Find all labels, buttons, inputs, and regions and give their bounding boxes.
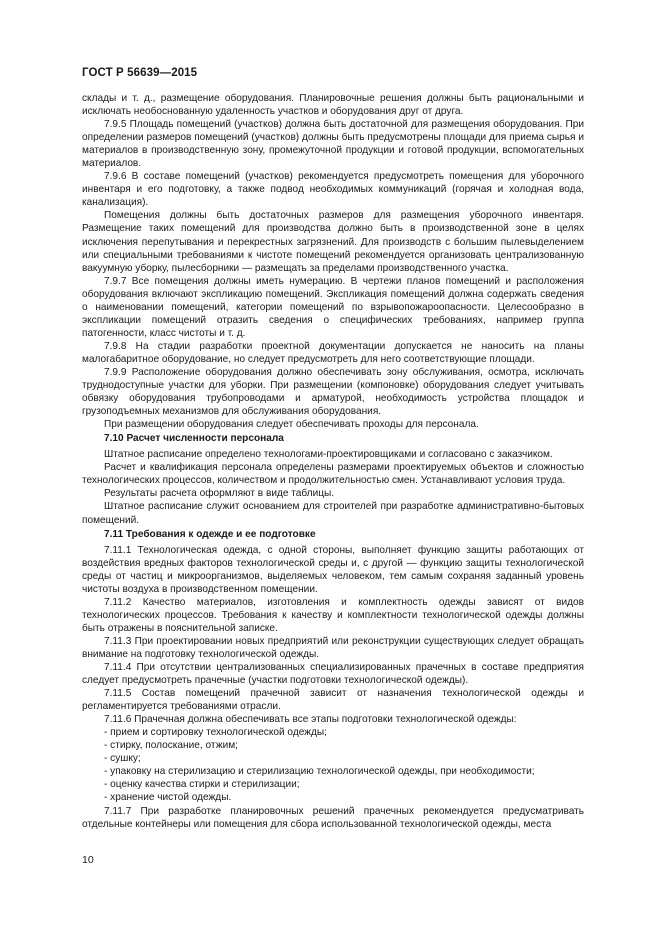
document-body [82, 92, 584, 831]
paragraph-7-11-6: 7.11.6 Прачечная должна обеспечивать все этапы подготовки технологической одежды: [104, 714, 517, 726]
paragraph-7-11-2: 7.11.2 Качество материалов, изготовления и комплектность одежды зависят от видов технологических процессов. Требования к качеству и комплектности технологической одежды должны быть отражены в пояснительной записке. [82, 596, 584, 634]
list-item: - стирку, полоскание, отжим; [104, 740, 238, 752]
list-item: - сушку; [104, 753, 141, 765]
paragraph-7-11-3: 7.11.3 При проектировании новых предприятий или реконструкции существующих следует обращать внимание на подготовку технологической одежды. [82, 635, 584, 660]
paragraph-7-11-5: 7.11.5 Состав помещений прачечной зависит от назначения технологической одежды и регламентируется требованиями отрасли. [82, 688, 584, 713]
paragraph-staff-schedule: Штатное расписание служит основанием для строителей при разработке административно-бытовых помещений. [82, 501, 584, 526]
paragraph-calculation: Расчет и квалификация персонала определены размерами проектируемых объектов и сложностью технологических процессов, количеством и продолжительностью смен. Устанавливают условия труда. [82, 462, 584, 487]
paragraph-7-11-1: 7.11.1 Технологическая одежда, с одной стороны, выполняет функцию защиты работающих от воздействия вредных факторов технологической среды и, с другой — функцию защиты технологической среды от частиц и микроорганизмов, выделяемых человеком, тем самым сохраняя заданный уровень чистоты воздуха в производственном помещении. [82, 544, 584, 595]
paragraph-results: Результаты расчета оформляют в виде таблицы. [104, 488, 335, 500]
paragraph-7-9-9: 7.9.9 Расположение оборудования должно обеспечивать зону обслуживания, осмотра, исключать труднодоступные участки для уборки. При размещении (компоновке) оборудования следует учитывать обвязку оборудования трубопроводами и арматурой, необходимость устройства площадок и грузоподъемных механизмов для обслуживания оборудования. [82, 366, 584, 418]
section-heading-7-10: 7.10 Расчет численности персонала [104, 433, 284, 445]
paragraph-7-11-4: 7.11.4 При отсутствии централизованных специализированных прачечных в составе предприятия следует предусмотреть прачечные (участки подготовки технологической одежды). [82, 662, 584, 687]
paragraph-7-11-7: 7.11.7 При разработке планировочных решений прачечных рекомендуется предусматривать отдельные контейнеры или помещения для сбора использованной технологической одежды, места [82, 805, 584, 830]
document-header: ГОСТ Р 56639—2015 [82, 67, 198, 79]
paragraph-passages: При размещении оборудования следует обеспечивать проходы для персонала. [104, 419, 479, 431]
paragraph-staffing: Штатное расписание определено технологами-проектировщиками и согласовано с заказчиком. [104, 449, 553, 461]
list-item: - упаковку на стерилизацию и стерилизацию технологической одежды, при необходимости; [104, 766, 535, 778]
paragraph-cleaning-rooms: Помещения должны быть достаточных размеров для размещения уборочного инвентаря. Размещение таких помещений для производства должно быть в производственной зоне в целях исключения перепутывания и перекрестных загрязнений. Для производств с большим пылевыделением или специальными требованиями к чистоте помещений рекомендуется организовать централизованную вакуумную уборку, пылесборники — размещать за пределами производственного участка. [82, 210, 584, 274]
paragraph-7-9-8: 7.9.8 На стадии разработки проектной документации допускается не наносить на планы малогабаритное оборудование, но следует предусмотреть для него соответствующие площади. [82, 340, 584, 365]
list-item: - хранение чистой одежды. [104, 792, 232, 804]
list-item: - оценку качества стирки и стерилизации; [104, 779, 300, 791]
paragraph-7-9-6: 7.9.6 В составе помещений (участков) рекомендуется предусмотреть помещения для уборочного инвентаря и его подготовку, а также подвод необходимых коммуникаций (горячая и холодная вода, канализация). [82, 171, 584, 209]
paragraph-7-9-5: 7.9.5 Площадь помещений (участков) должна быть достаточной для размещения оборудования. При определении размеров помещений (участков) должны быть предусмотрены площади для приема сырья и материалов в производственную зону, промежуточной продукции и готовой продукции, вспомогательных материалов. [82, 119, 584, 170]
list-item: - прием и сортировку технологической одежды; [104, 727, 327, 739]
paragraph-7-9-7: 7.9.7 Все помещения должны иметь нумерацию. В чертежи планов помещений и расположения оборудования включают экспликацию помещений. Экспликация помещений должна содержать сведения о наименовании помещений, категории помещений по взрывопожароопасности. Целесообразно в экспликации помещений отразить сведения о специфических требованиях, например группа патогенности, класс чистоты и т. д. [82, 275, 584, 339]
page-number: 10 [82, 854, 94, 866]
section-heading-7-11: 7.11 Требования к одежде и ее подготовке [104, 528, 316, 540]
paragraph-continuation: склады и т. д., размещение оборудования. Планировочные решения должны быть рациональными и исключать необоснованную удаленность участков и оборудования друг от друга. [82, 93, 584, 118]
